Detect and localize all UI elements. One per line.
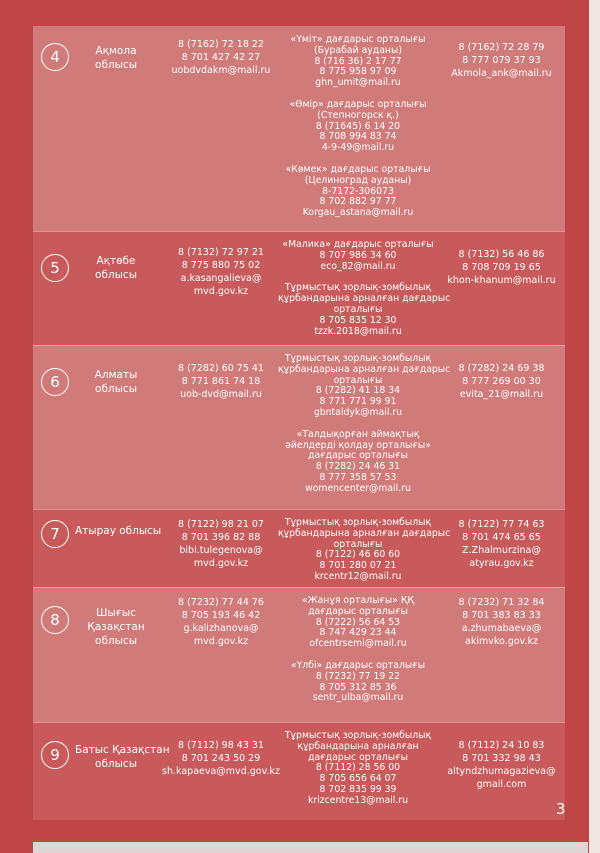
- police-contact-line[interactable]: uobdvdakm@mail.ru: [171, 65, 271, 76]
- police-contact-line[interactable]: bibi.tulegenova@: [179, 545, 263, 556]
- akimat-contact-line[interactable]: altyndzhumagazieva@: [447, 766, 556, 777]
- crisis-center-line[interactable]: sentr_ulba@mail.ru: [312, 692, 404, 704]
- police-contact-line: 8 (7132) 72 97 21: [178, 247, 264, 258]
- crisis-center-line[interactable]: Korgau_astana@mail.ru: [302, 207, 414, 219]
- crisis-center-line: 8 (7222) 56 64 53: [315, 616, 401, 628]
- crisis-center-line: Тұрмыстық зорлық-зомбылық: [284, 282, 432, 294]
- akimat-contact-line: 8 777 269 00 30: [462, 376, 541, 387]
- crisis-center-line: (Бурабай ауданы): [314, 44, 402, 56]
- police-contact: [161, 739, 281, 778]
- police-contact-line: 8 (7112) 98 43 31: [178, 740, 264, 751]
- crisis-centers: [278, 596, 438, 704]
- police-contact: [161, 518, 281, 570]
- crisis-center-line: құрбандарына арналған дағдарыс: [278, 293, 451, 305]
- crisis-center-block: [278, 282, 451, 337]
- page-side-strip: [589, 0, 600, 853]
- akimat-contact-line: akimvko.gov.kz: [465, 636, 538, 647]
- region-name: [75, 606, 157, 648]
- akimat-contact-line: 8 701 474 65 65: [462, 532, 541, 543]
- police-contact-line: 8 (7162) 72 18 22: [178, 39, 264, 50]
- crisis-center-line: 8-7172-306073: [322, 185, 394, 197]
- akimat-contact: [438, 248, 565, 287]
- region-name-line: Алматы: [94, 369, 138, 381]
- akimat-contact-line: 8 777 079 37 93: [462, 55, 541, 66]
- crisis-center-line: 8 705 656 64 07: [319, 773, 397, 785]
- crisis-center-line: дағдарыс орталығы: [308, 605, 408, 617]
- row-number-badge: 6: [41, 368, 69, 396]
- police-contact-line: 8 (7232) 77 44 76: [178, 597, 264, 608]
- region-name: [75, 254, 157, 282]
- crisis-center-line[interactable]: krcentr12@mail.ru: [314, 570, 402, 582]
- next-page-strip: [33, 842, 588, 853]
- akimat-contact-line: 8 (7122) 77 74 63: [458, 519, 545, 530]
- region-name: [75, 524, 162, 538]
- crisis-center-line: 8 (7232) 77 19 22: [315, 670, 401, 682]
- crisis-center-block: [278, 517, 451, 583]
- crisis-center-block: [278, 35, 438, 89]
- akimat-contact-line[interactable]: a.zhumabaeva@: [461, 623, 542, 634]
- contacts-table: [33, 26, 565, 820]
- region-row: [33, 231, 565, 345]
- crisis-centers: [278, 239, 451, 337]
- akimat-contact: [438, 739, 565, 791]
- region-name-line: облысы: [95, 269, 137, 281]
- crisis-center-line: 8 (7282) 41 18 34: [315, 385, 401, 397]
- police-contact-line: 8 701 396 82 88: [181, 532, 261, 543]
- crisis-center-line[interactable]: tzzk.2018@mail.ru: [314, 325, 402, 337]
- region-name-line: Ақмола: [95, 45, 137, 57]
- akimat-contact: [438, 41, 565, 80]
- region-row: [33, 26, 565, 231]
- crisis-center-block: [278, 430, 438, 495]
- crisis-center-line[interactable]: 4-9-49@mail.ru: [321, 142, 395, 154]
- crisis-center-line: орталығы: [333, 538, 383, 550]
- region-name-line: облысы: [95, 383, 137, 395]
- akimat-contact-line: gmail.com: [476, 779, 527, 790]
- region-row: [33, 722, 565, 820]
- akimat-contact-line: 8 701 332 98 43: [462, 753, 541, 764]
- police-contact-line: 8 705 193 46 42: [181, 610, 261, 621]
- crisis-center-line: «Өмір» дағдарыс орталығы: [289, 98, 427, 110]
- police-contact-line[interactable]: uob-dvd@mail.ru: [180, 389, 262, 400]
- crisis-center-line[interactable]: eco_82@mail.ru: [320, 260, 396, 272]
- police-contact-line: 8 775 880 75 02: [181, 260, 261, 271]
- crisis-centers: [278, 35, 438, 219]
- akimat-contact-line[interactable]: Akmola_ank@mail.ru: [451, 68, 552, 79]
- akimat-contact-line: 8 701 383 83 33: [462, 610, 541, 621]
- crisis-center-line: құрбандарына арналған: [297, 740, 419, 752]
- crisis-center-line: Тұрмыстық зорлық-зомбылық: [284, 517, 432, 528]
- crisis-center-block: [278, 731, 438, 807]
- crisis-center-line: «Үміт» дағдарыс орталығы: [290, 34, 426, 45]
- row-number-badge: 4: [41, 43, 69, 71]
- crisis-center-block: [278, 596, 438, 650]
- crisis-center-line: Тұрмыстық зорлық-зомбылық: [284, 730, 432, 741]
- crisis-center-line: «Жанұя орталығы» ҚҚ: [301, 595, 415, 606]
- crisis-center-line: 8 702 882 97 77: [319, 196, 397, 208]
- akimat-contact-line: 8 (7232) 71 32 84: [458, 597, 545, 608]
- police-contact-line: mvd.gov.kz: [193, 558, 249, 569]
- crisis-centers: [278, 353, 451, 495]
- police-contact: [161, 362, 281, 401]
- region-name: [75, 743, 170, 771]
- crisis-center-line[interactable]: gbntaldyk@mail.ru: [313, 406, 403, 418]
- region-name-line: Батыс Қазақстан: [75, 744, 170, 756]
- region-name: [75, 44, 157, 72]
- police-contact-line: 8 701 243 50 29: [181, 753, 261, 764]
- region-name-line: Шығыс: [96, 607, 136, 619]
- crisis-center-block: [278, 165, 438, 219]
- region-name-line: облысы: [95, 59, 137, 71]
- akimat-contact-line: 8 (7282) 24 69 38: [458, 363, 545, 374]
- row-number-badge: 9: [41, 741, 69, 769]
- police-contact-line[interactable]: g.kalizhanova@: [183, 623, 259, 634]
- akimat-contact-line: 8 (7162) 72 28 79: [458, 42, 545, 53]
- crisis-center-block: [278, 353, 451, 419]
- crisis-center-line: 8 (7122) 46 60 60: [315, 549, 401, 561]
- crisis-centers: [278, 517, 451, 583]
- crisis-center-line: «Малика» дағдарыс орталығы: [282, 239, 434, 250]
- crisis-center-line: құрбандарына арналған дағдарыс: [278, 363, 451, 375]
- crisis-center-line: «Көмек» дағдарыс орталығы: [285, 163, 431, 175]
- region-name-line: облысы: [95, 758, 137, 770]
- page-number: 3: [556, 800, 566, 818]
- row-number-badge: 7: [41, 520, 69, 548]
- akimat-contact-line[interactable]: khon-khanum@mail.ru: [447, 275, 556, 286]
- crisis-center-line: «Талдықорған аймақтық: [296, 428, 420, 440]
- crisis-center-line: 8 (7112) 28 56 00: [315, 762, 401, 774]
- police-contact-line: 8 701 427 42 27: [181, 52, 261, 63]
- crisis-center-line: 8 705 312 85 36: [319, 681, 397, 693]
- crisis-center-line: 8 702 835 99 39: [319, 783, 397, 795]
- crisis-center-line: орталығы: [333, 303, 383, 315]
- crisis-center-block: [278, 661, 438, 704]
- crisis-center-line: 8 (71645) 6 14 20: [315, 120, 401, 132]
- crisis-center-line: дағдарыс орталығы: [308, 450, 408, 462]
- crisis-center-line[interactable]: ofcentrsemi@mail.ru: [309, 638, 407, 650]
- region-name-line: Қазақстан: [87, 621, 145, 633]
- akimat-contact: [438, 518, 565, 570]
- region-name-line: Атырау облысы: [75, 525, 162, 537]
- crisis-centers: [278, 731, 438, 807]
- crisis-center-line[interactable]: krizcentre13@mail.ru: [307, 794, 409, 806]
- police-contact-line: 8 771 861 74 18: [181, 376, 261, 387]
- police-contact: [161, 38, 281, 77]
- crisis-center-line: Тұрмыстық зорлық-зомбылық: [284, 353, 432, 364]
- police-contact: [161, 596, 281, 648]
- crisis-center-line: «Үлбі» дағдарыс орталығы: [290, 659, 426, 671]
- crisis-center-line[interactable]: womencenter@mail.ru: [305, 482, 411, 494]
- crisis-center-line: дағдарыс орталығы: [308, 751, 408, 763]
- crisis-center-line: 8 701 280 07 21: [319, 560, 397, 572]
- police-contact-line[interactable]: sh.kapaeva@mvd.gov.kz: [162, 766, 280, 777]
- crisis-center-block: [278, 240, 438, 272]
- crisis-center-line: 8 771 771 99 91: [319, 396, 397, 408]
- police-contact-line: 8 (7282) 60 75 41: [178, 363, 264, 374]
- crisis-center-block: [278, 100, 438, 154]
- crisis-center-line: 8 707 986 34 60: [319, 249, 397, 261]
- crisis-center-line: 8 708 994 83 74: [319, 131, 397, 143]
- row-number-badge: 5: [41, 254, 69, 282]
- police-contact: [161, 246, 281, 298]
- region-name-line: облысы: [95, 635, 137, 647]
- akimat-contact: [438, 362, 565, 401]
- crisis-center-line: 8 775 958 97 09: [319, 66, 397, 78]
- police-contact-line: mvd.gov.kz: [193, 636, 249, 647]
- akimat-contact-line: 8 (7112) 24 10 83: [458, 740, 545, 751]
- akimat-contact-line: atyrau.gov.kz: [469, 558, 534, 569]
- akimat-contact-line[interactable]: evita_21@mail.ru: [459, 389, 544, 400]
- region-name: [75, 368, 157, 396]
- crisis-center-line: орталығы: [333, 374, 383, 386]
- crisis-center-line: 8 747 429 23 44: [319, 627, 397, 639]
- akimat-contact-line[interactable]: Z.Zhalmurzina@: [462, 545, 541, 556]
- crisis-center-line[interactable]: ghn_umit@mail.ru: [315, 77, 401, 89]
- crisis-center-line: (Целиноград ауданы): [304, 174, 412, 186]
- akimat-contact-line: 8 (7132) 56 46 86: [458, 249, 545, 260]
- crisis-center-line: 8 705 835 12 30: [319, 314, 397, 326]
- crisis-center-line: әйелдерді қолдау орталығы»: [285, 439, 431, 451]
- row-number-badge: 8: [41, 606, 69, 634]
- crisis-center-line: 8 (716 36) 2 17 77: [314, 55, 402, 67]
- crisis-center-line: (Степногорск қ.): [317, 109, 399, 121]
- crisis-center-line: 8 (7282) 24 46 31: [315, 461, 401, 473]
- region-name-line: Ақтөбе: [96, 255, 136, 267]
- crisis-center-line: құрбандарына арналған дағдарыс: [278, 527, 451, 539]
- police-contact-line[interactable]: a.kasangalieva@: [180, 273, 262, 284]
- police-contact-line: mvd.gov.kz: [193, 286, 249, 297]
- region-row: [33, 587, 565, 722]
- akimat-contact: [438, 596, 565, 648]
- police-contact-line: 8 (7122) 98 21 07: [178, 519, 264, 530]
- crisis-center-line: 8 777 358 57 53: [319, 471, 397, 483]
- region-row: [33, 345, 565, 509]
- region-row: [33, 509, 565, 587]
- akimat-contact-line: 8 708 709 19 65: [462, 262, 541, 273]
